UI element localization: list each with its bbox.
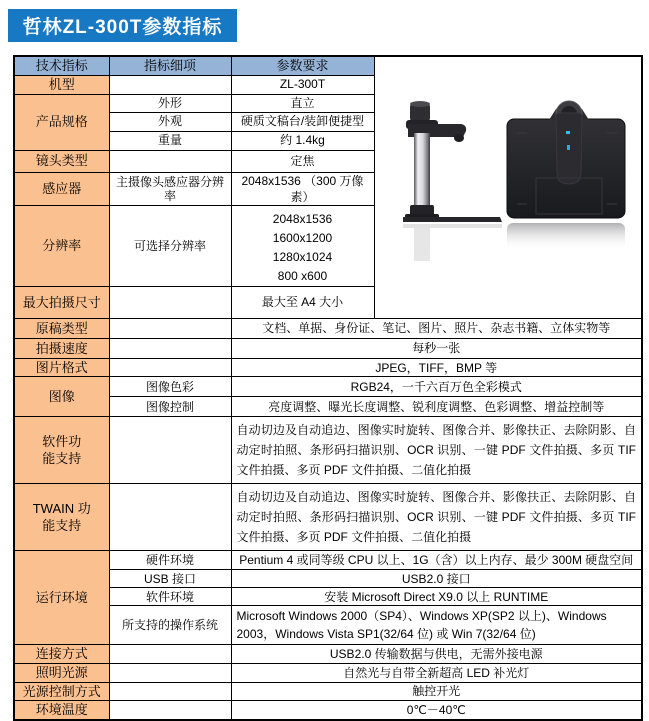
product-photo-image: [375, 57, 641, 312]
folded-portable-unit-icon: [507, 101, 625, 251]
sub-hardware-env: 硬件环境: [109, 551, 231, 570]
label-twain-func: [14, 484, 109, 551]
sub-speed-empty: [109, 338, 231, 358]
value-twain-func: 自动切边及自动追边、图像实时旋转、图像合并、影像扶正、去除阴影、自动定时拍照、条形码扫描识别、OCR 识别、一键 PDF 文件拍摄、多页 TIF 文件拍摄、多页 PDF 文件拍摄、二值化拍摄: [231, 484, 642, 551]
label-format: 图片格式: [14, 358, 109, 377]
resolution-option: 1600x1200: [272, 230, 333, 245]
value-usb-port: USB2.0 接口: [231, 570, 642, 588]
sub-model-empty: [109, 75, 231, 94]
value-doc-type: 文档、单据、身份证、笔记、图片、照片、杂志书籍、立体实物等: [231, 318, 642, 338]
value-lens-type: 定焦: [231, 150, 374, 172]
header-tech-index: 技术指标: [14, 56, 109, 75]
label-line: 能支持: [42, 451, 82, 467]
label-connection: 连接方式: [14, 645, 109, 664]
value-speed: 每秒一张: [231, 338, 642, 358]
label-speed: 拍摄速度: [14, 338, 109, 358]
sub-twain-empty: [109, 484, 231, 551]
resolution-option: 1280x1024: [272, 249, 333, 264]
label-environment: 运行环境: [14, 551, 109, 645]
value-hardware-env: Pentium 4 或同等级 CPU 以上、1G（含）以上内存、最少 300M 硬盘空间: [231, 551, 642, 570]
label-max-size: 最大拍摄尺寸: [14, 286, 109, 318]
label-line: 能支持: [42, 518, 82, 534]
sub-weight: 重量: [109, 131, 231, 150]
value-software-env: 安装 Microsoft Direct X9.0 以上 RUNTIME: [231, 588, 642, 606]
sub-resolution: 可选择分辨率: [109, 205, 231, 286]
sub-sensor: 主摄像头感应器分辨率: [109, 172, 231, 205]
value-format: JPEG，TIFF，BMP 等: [231, 358, 642, 377]
value-software-func: 自动切边及自动追边、图像实时旋转、图像合并、影像扶正、去除阴影、自动定时拍照、条形码扫描识别、OCR 识别、一键 PDF 文件拍摄、多页 TIF 文件拍摄、多页 PDF 文件拍摄、二值化拍摄: [231, 417, 642, 484]
document-camera-stand-icon: [403, 101, 502, 261]
sub-image-color: 图像色彩: [109, 377, 231, 397]
header-detail-item: 指标细项: [109, 56, 231, 75]
value-appearance: 硬质文稿台/装卸便捷型: [231, 112, 374, 131]
sub-supported-os: 所支持的操作系统: [109, 606, 231, 645]
value-image-color: RGB24，一千六百万色全彩模式: [231, 377, 642, 397]
sub-software-env: 软件环境: [109, 588, 231, 606]
sub-shape: 外形: [109, 94, 231, 112]
sub-usb-port: USB 接口: [109, 570, 231, 588]
value-connection: USB2.0 传输数据与供电，无需外接电源: [231, 645, 642, 664]
sub-light-empty: [109, 664, 231, 683]
value-temperature: 0℃－40℃: [231, 701, 642, 720]
value-model: ZL-300T: [231, 75, 374, 94]
value-max-size: 最大至 A4 大小: [231, 286, 374, 318]
label-model: 机型: [14, 75, 109, 94]
product-photo-cell: [374, 56, 642, 318]
header-param-req: 参数要求: [231, 56, 374, 75]
sub-connection-empty: [109, 645, 231, 664]
header-row: [14, 56, 642, 75]
label-resolution: 分辨率: [14, 205, 109, 286]
sub-software-empty: [109, 417, 231, 484]
label-temperature: 环境温度: [14, 701, 109, 720]
sub-lens-empty: [109, 150, 231, 172]
resolution-option: 2048x1536: [272, 211, 333, 226]
resolution-option: 800 x600: [277, 268, 328, 283]
label-sensor: 感应器: [14, 172, 109, 205]
label-product-spec: 产品规格: [14, 94, 109, 150]
label-software-func: [14, 417, 109, 484]
value-shape: 直立: [231, 94, 374, 112]
page-title: 哲林ZL-300T参数指标: [8, 9, 237, 42]
value-weight: 约 1.4kg: [231, 131, 374, 150]
sub-temperature-empty: [109, 701, 231, 720]
value-light-source: 自然光与自带全新超高 LED 补光灯: [231, 664, 642, 683]
label-image: 图像: [14, 377, 109, 417]
label-light-source: 照明光源: [14, 664, 109, 683]
sub-image-control: 图像控制: [109, 397, 231, 417]
value-light-control: 触控开光: [231, 682, 642, 701]
value-supported-os: Microsoft Windows 2000（SP4）、Windows XP(SP2 以上)、Windows 2003，Windows Vista SP1(32/64 位) 或 Win 7(32/64 位): [231, 606, 642, 645]
label-line: 软件功: [42, 433, 82, 449]
label-doc-type: 原稿类型: [14, 318, 109, 338]
label-lens-type: 镜头类型: [14, 150, 109, 172]
sub-format-empty: [109, 358, 231, 377]
value-resolution: [231, 205, 374, 286]
sub-light-control-empty: [109, 682, 231, 701]
value-image-control: 亮度调整、曝光长度调整、锐利度调整、色彩调整、增益控制等: [231, 397, 642, 417]
value-sensor: 2048x1536 （300 万像素）: [231, 172, 374, 205]
spec-table: [13, 55, 643, 721]
sub-doc-type-empty: [109, 318, 231, 338]
sub-max-size-empty: [109, 286, 231, 318]
label-light-control: 光源控制方式: [14, 682, 109, 701]
sub-appearance: 外观: [109, 112, 231, 131]
label-line: TWAIN 功: [32, 500, 91, 516]
